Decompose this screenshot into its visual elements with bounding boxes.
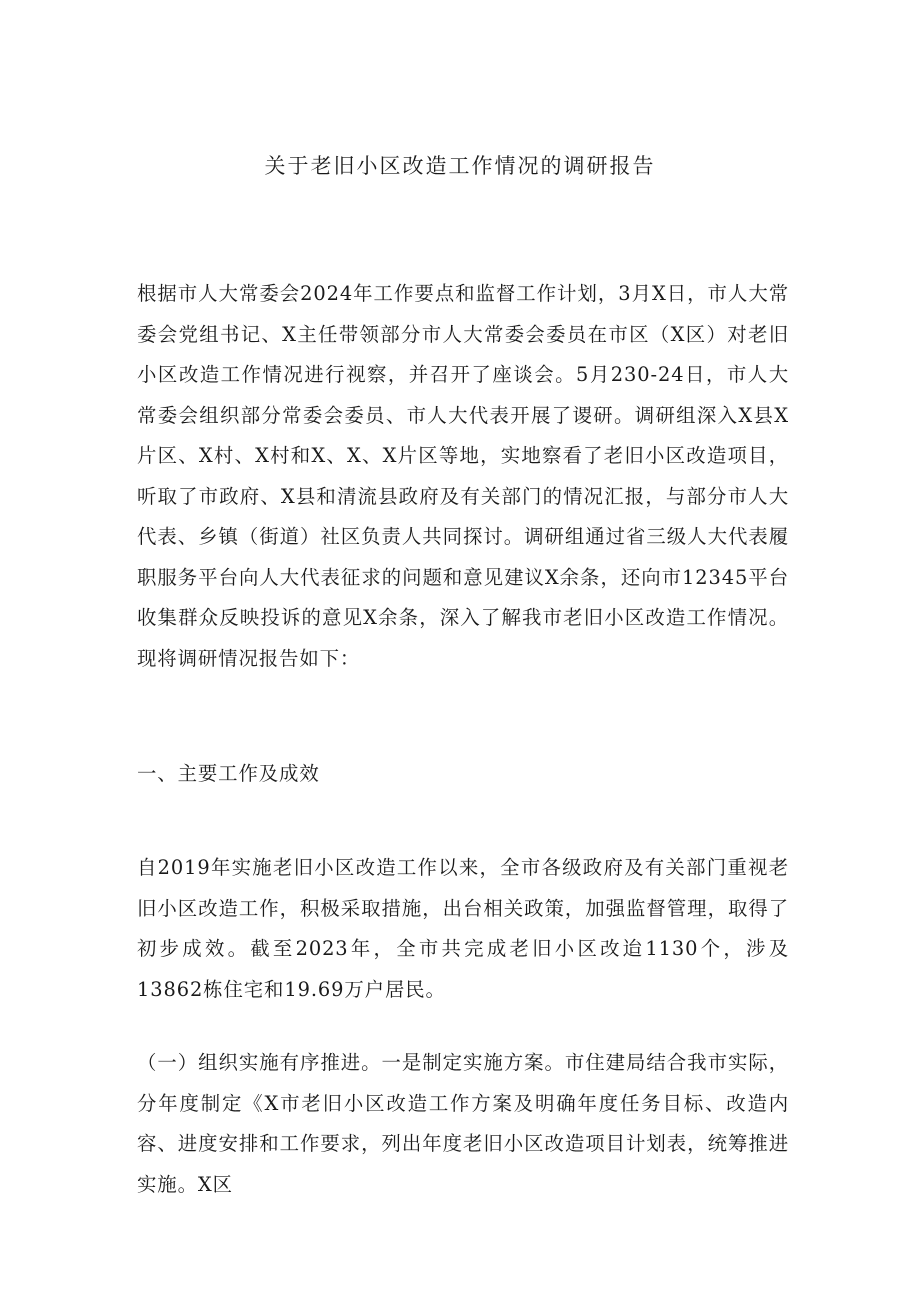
paragraph-intro: 根据市人大常委会2024年工作要点和监督工作计划，3月X日，市人大常委会党组书记、X主任带领部分市人大常委会委员在市区（X区）对老旧小区改造工作情况进行视察，并召开了座谈会。5月230-24日，市人大常委会组织部分常委会委员、市人大代表开展了谡研。调研组深入X县X片区、X村、X村和X、X、X片区等地，实地察看了老旧小区改造项目，听取了市政府、X县和清流县政府及有关部门的情况汇报，与部分市人大代表、乡镇（街道）社区负责人共同探讨。调研组通过省三级人大代表履职服务平台向人大代表征求的问题和意见建议X余条，还向市12345平台收集群众反映投诉的意见X余条，深入了解我市老旧小区改造工作情况。现将调研情况报告如下： — [137, 282, 789, 670]
paragraph-organization: （一）组织实施有序推进。一是制定实施方案。市住建局结合我市实际，分年度制定《X市老旧小区改造工作方案及明确年度任务目标、改造内容、进度安排和工作要求，列出年度老旧小区改造项目计划表，统筹推进实施。X区 — [137, 1051, 789, 1196]
section-heading-1: 一、主要工作及成效 — [137, 762, 320, 785]
paragraph-achievements: 自2019年实施老旧小区改造工作以来，全市各级政府及有关部门重视老旧小区改造工作，积极采取措施，出台相关政策，加强监督管理，取得了初步成效。截至2023年，全市共完成老旧小区改迨1130个，涉及13862栋住宅和19.69万户居民。 — [137, 856, 789, 1001]
document-title: 关于老旧小区改造工作情况的调研报告 — [264, 154, 656, 178]
